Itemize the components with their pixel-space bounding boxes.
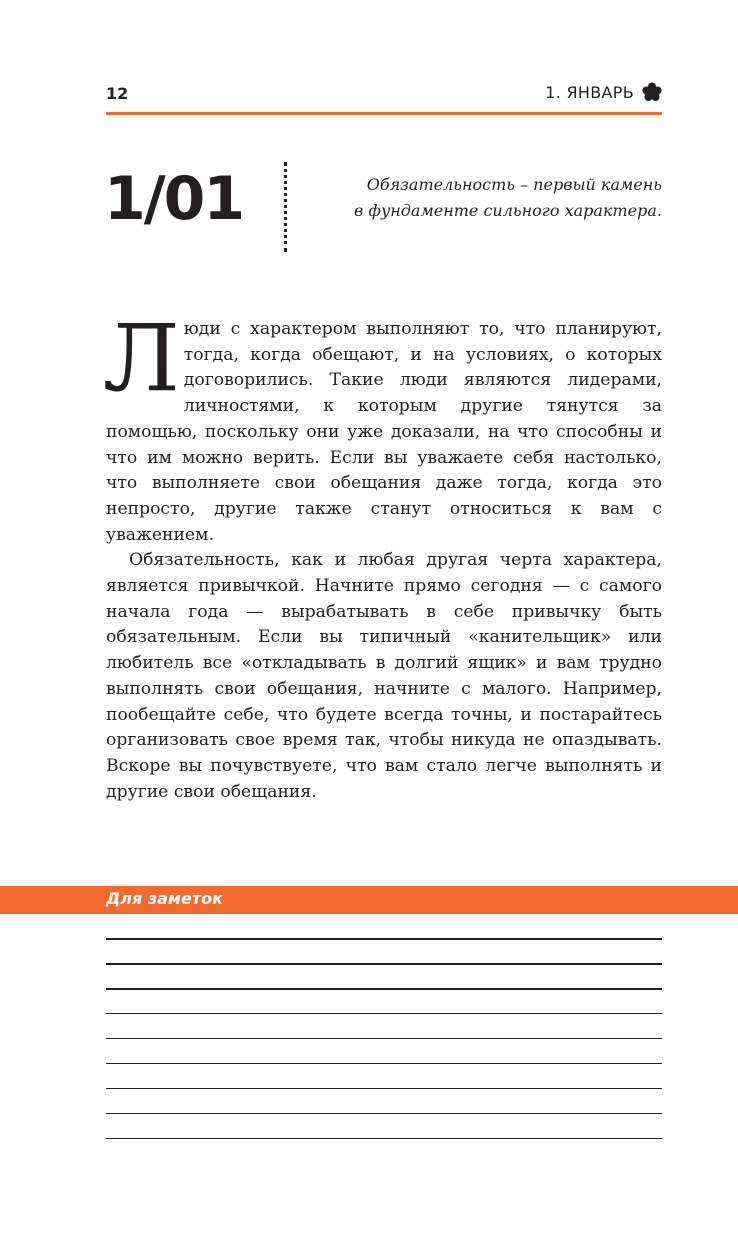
paragraph-1-text: юди с характером выполняют то, что планируют, тогда, когда обещают, и на условиях, о которых договорились. Такие люди являются лидерами, личностями, к которым другие тянутся за помощью, поскольку они уже доказали, на что способны и что им можно верить. Если вы уважаете себя настолько, что выполняете свои обещания даже тогда, когда это непросто, другие также станут относиться к вам с уважением.	[106, 319, 662, 545]
note-line[interactable]	[106, 1063, 662, 1064]
page-number: 12	[106, 84, 129, 103]
page-header	[106, 82, 662, 108]
dotted-divider	[284, 162, 287, 252]
drop-cap: Л	[103, 305, 180, 412]
note-line[interactable]	[106, 1038, 662, 1039]
epigraph-line-1: Обязательность – первый камень	[366, 175, 662, 194]
paragraph-2: Обязательность, как и любая другая черта характера, является привычкой. Начните прямо сегодня — с самого начала года — вырабатывать в себе привычку быть обязательным. Если вы типичный «канительщик» или любитель все «откладывать в долгий ящик» и вам трудно выполнять свои обещания, начните с малого. Например, пообещайте себе, что будете всегда точны, и постарайтесь организовать свое время так, чтобы никуда не опаздывать. Вскоре вы почувствуете, что вам стало легче выполнять и другие свои обещания.	[106, 550, 662, 802]
epigraph	[322, 172, 662, 224]
chapter-title	[545, 82, 662, 102]
epigraph-line-2: в фундаменте сильного характера.	[354, 201, 662, 220]
note-line[interactable]	[106, 1088, 662, 1089]
note-line[interactable]	[106, 1013, 662, 1014]
flower-icon	[642, 82, 662, 102]
note-line[interactable]	[106, 988, 662, 990]
paragraph-1	[103, 305, 662, 548]
chapter-label: 1. ЯНВАРЬ	[545, 82, 634, 102]
notes-label: Для заметок	[106, 889, 223, 908]
note-line[interactable]	[106, 963, 662, 965]
note-line[interactable]	[106, 1113, 662, 1114]
note-line[interactable]	[106, 938, 662, 940]
note-line[interactable]	[106, 1138, 662, 1139]
header-divider	[106, 112, 662, 115]
article-body	[103, 305, 662, 805]
entry-date: 1/01	[104, 164, 244, 234]
notes-header-bar	[0, 886, 738, 914]
